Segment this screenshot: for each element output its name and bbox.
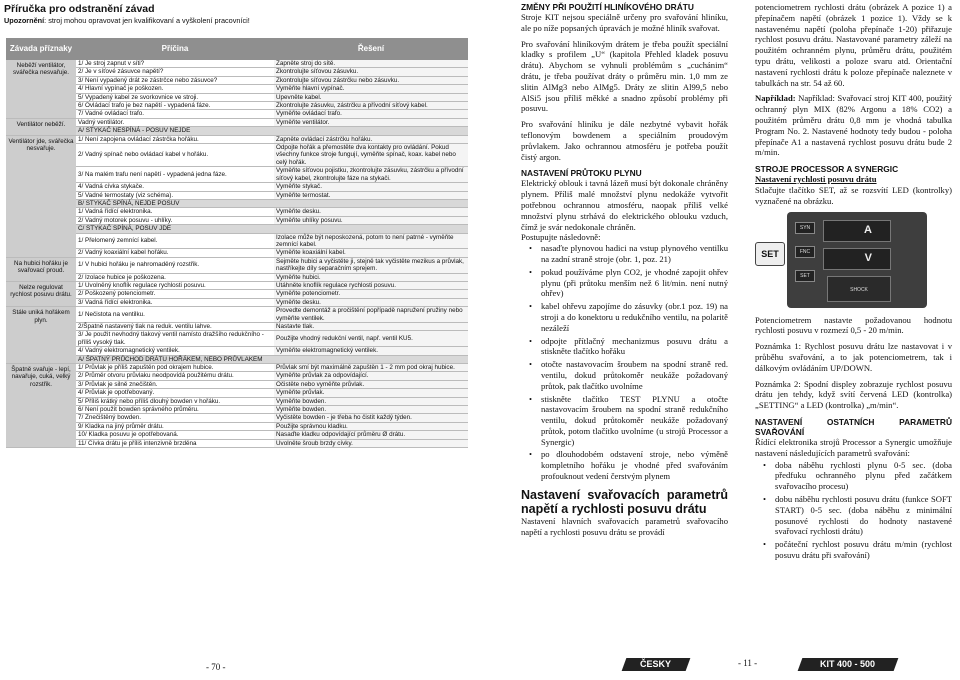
cause-cell: 1/ Uvolněný knoflík regulace rychlosti posuvu. (76, 281, 274, 289)
header-symptoms: Závada příznaky (6, 38, 76, 60)
solution-cell: Vyměňte bowden. (274, 406, 468, 414)
symptom-cell: Nelze regulovat rychlost posuvu drátu. (6, 281, 76, 306)
solution-cell: Vyměňte ventilátor. (274, 118, 468, 126)
symptom-cell: Špatně svařuje - lepí, navařuje, cuká, velký rozstřik. (6, 364, 76, 448)
table-row (6, 389, 468, 397)
cause-cell: 2/ Vadný spínač nebo ovládací kabel v hořáku. (76, 144, 274, 167)
cause-cell: 4/ Hlavní vypínač je poškozen. (76, 85, 274, 93)
cause-cell: 3/ Průvlak je silně znečištěn. (76, 380, 274, 388)
list-item: • pokud používáme plyn CO2, je vhodné zapojit ohřev plynu (při průtoku menším než 6 lit/min. není nutný ohřev) (521, 267, 728, 299)
section-heading: B/ STYKAČ SPÍNÁ, NEJDE POSUV (76, 199, 468, 207)
list-item: • odpojte přítlačný mechanizmus posuvu drátu a stiskněte tlačítko hořáku (521, 336, 728, 358)
cause-cell: 6/ Není použit bowden správného průměru. (76, 406, 274, 414)
cause-cell: 3/ Je použit nevhodný tlakový ventil namísto dražšího redukčního - příliš vysoký tlak. (76, 331, 274, 347)
language-badge (622, 658, 691, 671)
solution-cell: Vyměňte ovládací trafo. (274, 110, 468, 118)
cause-cell: 2/ Je v síťové zásuvce napětí? (76, 68, 274, 76)
model-label: KIT 400 - 500 (820, 659, 876, 669)
cause-cell: Vadný ventilátor. (76, 118, 274, 126)
solution-cell: Zkontrolujte síťovou zásuvku. (274, 68, 468, 76)
example-label: Například: (755, 93, 796, 104)
warning-text: : stroj mohou opravovat jen kvalifikovaní a vyškolení pracovníci! (44, 16, 250, 25)
note-2: Poznámka 2: Spodní displey zobrazuje rychlost posuvu drátu jen tehdy, když svítí červená LED (kontrolka) „SETTING“ a LED (kontrolka) „m/min“. (755, 378, 952, 411)
cause-cell: 2/ Izolace hubice je poškozena. (76, 273, 274, 281)
table-row (6, 167, 468, 183)
cause-cell: 7/ Vadné ovládací trafo. (76, 110, 274, 118)
procedure-label: Postupujte následovně: (521, 232, 601, 243)
solution-cell: Zkontrolujte síťovou zástrčku nebo zásuvku. (274, 76, 468, 84)
solution-cell: Vyměňte uhlíky posuvu. (274, 216, 468, 224)
table-row (6, 273, 468, 281)
aluminium-torch-text: Pro svařování hliníku je dále nezbytné vybavit hořák teflonovým bowdenem a speciálním proudovým průvlakem. Jako ochrannou atmosféru je potřeba použít čistý argon. (521, 119, 728, 162)
symptom-cell: Stále uniká hořákem plyn. (6, 307, 76, 364)
control-panel-figure (755, 212, 952, 308)
table-row (6, 397, 468, 405)
solution-cell: Vyměňte termostat. (274, 191, 468, 199)
solution-cell: Vyměňte desku. (274, 208, 468, 216)
example-text (755, 93, 952, 158)
language-label: ČESKY (640, 659, 672, 669)
table-row (6, 298, 468, 306)
table-row (6, 191, 468, 199)
solution-cell: Vyměňte elektromagnetický ventilek. (274, 347, 468, 355)
table-row (6, 60, 468, 68)
solution-cell: Zapněte ovládací zástrčku hořáku. (274, 135, 468, 143)
solution-cell: Vyměňte potenciometr. (274, 290, 468, 298)
table-row (6, 380, 468, 388)
other-params-heading: NASTAVENÍ OSTATNÍCH PARAMETRŮ SVAŘOVÁNÍ (755, 416, 952, 437)
cause-cell: 3/ Na malém trafu není napětí - vypadená jedna fáze. (76, 167, 274, 183)
warning-label: Upozornění (4, 16, 45, 25)
cause-cell: 10/ Kladka posuvu je opotřebovaná. (76, 431, 274, 439)
header-solution: Řešení (274, 38, 468, 60)
model-badge (798, 658, 899, 671)
solution-cell: Nasaďte kladku odpovídající průměru Ø drátu. (274, 431, 468, 439)
section-heading: A/ STYKAČ NESPÍNÁ - POSUV NEJDE (76, 127, 468, 135)
list-item: • počáteční rychlost posuvu drátu m/min (rychlost posuvu drátu při svařování) (755, 539, 952, 561)
list-item: • stiskněte tlačítko TEST PLYNU a otočte nastavovacím šroubem na spodní straně redukčního ventilu, dokud průtokoměr neukáže požadovaný průtok, potom tlačítko uvolníme (u strojů Processor a Synergic) (521, 394, 728, 448)
solution-cell: Vyměňte koaxiální kabel. (274, 249, 468, 257)
cause-cell: 1/ Nečistota na ventilku. (76, 307, 274, 323)
left-page-number: - 70 - (206, 662, 226, 672)
solution-cell: Sejměte hubici a vyčistěte ji, stejně tak vyčistěte mezikus a průvlak, nastříkejte díly separačním sprejem. (274, 257, 468, 273)
cause-cell: 6/ Ovládací trafo je bez napětí - vypadená fáze. (76, 102, 274, 110)
solution-cell: Vyměňte desku. (274, 298, 468, 306)
params-heading: Nastavení svařovacích parametrů napětí a rychlosti posuvu drátu (521, 487, 728, 516)
section-heading: A/ ŠPATNÝ PRŮCHOD DRÁTU HOŘÁKEM, NEBO PRŮVLAKEM (76, 355, 468, 363)
cause-cell: 4/ Průvlak je opotřebovaný. (76, 389, 274, 397)
table-row (6, 364, 468, 372)
table-row (6, 110, 468, 118)
note-1: Poznámka 1: Rychlost posuvu drátu lze nastavovat i v průběhu svařování, a to jak potenciometrem, tak i dálkovým ovládáním UP/DOWN. (755, 341, 952, 373)
solution-cell: Utáhněte knoflík regulace rychlosti posuvu. (274, 281, 468, 289)
lower-display-digit: V (864, 251, 872, 264)
gas-steps-list (521, 243, 728, 482)
cause-cell: 4/ Vadný elektromagnetický ventilek. (76, 347, 274, 355)
table-row (6, 118, 468, 126)
table-row (6, 93, 468, 101)
cause-cell: 1/ V hubici hořáku je nahromaděný rozstřik. (76, 257, 274, 273)
table-row (6, 216, 468, 224)
potentiometer-text: Potenciometrem nastavte požadovanou hodnotu rychlosti posuvu v rozmezí 0,5 - 20 m/min. (755, 314, 952, 336)
solution-cell: Provedte demontáž a pročištění popřípadě napružení pružiny nebo vyměňte ventilek. (274, 307, 468, 323)
gas-flow-heading: NASTAVENÍ PRŮTOKU PLYNU (521, 168, 642, 179)
processor-subheading: Nastavení rychlosti posuvu drátu (755, 174, 877, 185)
other-params-text: Řídící elektronika strojů Processor a Synergic umožňuje nastavení následujících parametrů svařování: (755, 436, 952, 458)
list-item: • nasaďte plynovou hadici na vstup plynového ventilku na zadní straně stroje (obr. 1, poz. 21) (521, 243, 728, 265)
solution-cell: Očistěte nebo vyměňte průvlak. (274, 380, 468, 388)
cause-cell: 1/ Je stroj zapnut v síti? (76, 60, 274, 68)
section-row (6, 225, 468, 233)
set-instruction: Stlačujte tlačítko SET, až se rozsvítí LED (kontrolky) vyznačené na obrázku. (755, 184, 952, 206)
aluminium-intro: Stroje KIT nejsou speciálně určeny pro svařování hliníku, ale po níže popsaných úpravách je možné hliník svařovat. (521, 12, 728, 33)
cause-cell: 5/ Příliš krátký nebo příliš dlouhý bowden v hořáku. (76, 397, 274, 405)
table-row (6, 68, 468, 76)
aluminium-heading: ZMĚNY PŘI POUŽITÍ HLINÍKOVÉHO DRÁTU (521, 2, 694, 12)
table-row (6, 422, 468, 430)
symptom-cell: Neběží ventilátor, svářečka nesvařuje. (6, 60, 76, 118)
table-row (6, 233, 468, 249)
solution-cell: Vyměňte síťovou pojistku, zkontrolujte zásuvku, zástrčku a přívodní síťový kabel, zkontrolujte fáze na stykači. (274, 167, 468, 183)
table-row (6, 406, 468, 414)
cause-cell: 2/ Poškozený potenciometr. (76, 290, 274, 298)
list-item: • doba náběhu rychlosti plynu 0-5 sec. (doba předfuku ochranného plynu před začátkem svařovacího procesu) (755, 460, 952, 492)
cause-cell: 9/ Kladka na jiný průměr drátu. (76, 422, 274, 430)
solution-cell: Izolace může být neposkozená, potom to není patrné - vyměňte zemnící kabel. (274, 233, 468, 249)
list-item: • kabel ohřevu zapojíme do zásuvky (obr.1 poz. 19) na stroji a do konektoru u redukčního ventilu, na polaritě nezáleží (521, 301, 728, 333)
list-item: • dobu náběhu rychlosti posuvu drátu (funkce SOFT START) 0-5 sec. (doba náběhu z minimální posunové rychlosti do hodnoty nastavené svařovací rychlosti drátu) (755, 494, 952, 537)
table-row (6, 439, 468, 447)
table-header-row (6, 38, 468, 60)
cause-cell: 2/ Průměr otvoru průvlaku neodpovídá použitému drátu. (76, 372, 274, 380)
symptom-cell: Ventilátor jde, svářečka nesvařuje. (6, 135, 76, 257)
other-params-list (755, 460, 952, 561)
cause-cell: 1/ Není zapojena ovládací zástrčka hořáku. (76, 135, 274, 143)
solution-cell: Vyměňte hubici. (274, 273, 468, 281)
solution-cell: Vyměňte bowden. (274, 397, 468, 405)
middle-column (521, 2, 728, 542)
gas-flow-text: Elektrický oblouk i tavná lázeň musí být dokonale chráněny plynem. Příliš malé množství plynu nedokáže vytvořit potřebnou ochrannou atmosféru, naopak příliš velké množství plynu strhává do elektrického oblouku vzduch, čímž je svár nedokonale chráněn. (521, 178, 728, 232)
solution-cell: Nastavte tlak. (274, 323, 468, 331)
solution-cell: Vyčistěte bowden - je třeba ho čistit každý týden. (274, 414, 468, 422)
table-row (6, 281, 468, 289)
table-row (6, 249, 468, 257)
table-row (6, 290, 468, 298)
table-row (6, 144, 468, 167)
table-row (6, 102, 468, 110)
cause-cell: 2/Špatně nastavený tlak na reduk. ventilu lahve. (76, 323, 274, 331)
table-row (6, 85, 468, 93)
table-row (6, 76, 468, 84)
cause-cell: 11/ Cívka drátu je příliš intenzivně brzděna (76, 439, 274, 447)
fnc-button: FNC (795, 246, 815, 258)
right-page-number: - 11 - (738, 658, 758, 668)
solution-cell: Zkontrolujte zásuvku, zástrčku a přívodní síťový kabel. (274, 102, 468, 110)
table-row (6, 414, 468, 422)
solution-cell: Vyměňte hlavní vypínač. (274, 85, 468, 93)
section-heading: C/ STYKAČ SPÍNÁ, POSUV JDE (76, 225, 468, 233)
solution-cell: Uvolněte šroub brzdy cívky. (274, 439, 468, 447)
table-row (6, 135, 468, 143)
section-row (6, 199, 468, 207)
solution-cell: Upevněte kabel. (274, 93, 468, 101)
example-body: Například: Svařovací stroj KIT 400, použitý ochranný plyn MIX (82% Argonu a 18% CO2) a použitém průměru drátu 0,8 mm je vhodná tabulka Program No. 2. Nastavené hodnoty tedy budou - poloha přepínače A1 a nastavená rychlost posuvu drátu bude 2 m/min. (755, 93, 952, 158)
cause-cell: 3/ Vadná řídící elektronika. (76, 298, 274, 306)
upper-display-digit: A (864, 223, 872, 236)
cause-cell: 2/ Vadný motorek posuvu - uhlíky. (76, 216, 274, 224)
section-row (6, 127, 468, 135)
page-footer (474, 658, 960, 672)
syn-button: SYN (795, 222, 815, 234)
set-key-label: SET (755, 242, 785, 266)
set-button: SET (795, 270, 815, 282)
lower-display (823, 248, 891, 270)
troubleshooting-table (6, 38, 468, 448)
solution-cell: Vyměňte stykač. (274, 183, 468, 191)
solution-cell: Průvlak smí být maximálně zapuštěn 1 - 2 mm pod okraj hubice. (274, 364, 468, 372)
cause-cell: 2/ Vadný koaxiální kabel hořáku. (76, 249, 274, 257)
aluminium-rollers-text: Pro svařování hliníkovým drátem je třeba použít speciální kladky s profilem „U“ (kapitola Přehled kladek posuvu drátu). Abychom se vyhnuli problémům s „cuchánim“ drátu, je třeba používat dráty o průměru min. 1,0 mm ze slitin AlMg3 nebo AlMg5. Dráty ze slitin Al99,5 nebo AlSi5 jsou příliš měkké a snadno způsobí problémy při posuvu. (521, 38, 728, 114)
table-row (6, 347, 468, 355)
list-item: • otočte nastavovacím šroubem na spodní straně red. ventilu, dokud průtokoměr neukáže požadovaný průtok, pak tlačítko uvolníme (521, 359, 728, 391)
warning-line (4, 16, 250, 25)
solution-cell: Použijte vhodný redukční ventil, např. ventil KU5. (274, 331, 468, 347)
solution-cell: Odpojte hořák a přemostěte dva kontakty pro ovládání. Pokud všechny funkce stroje fungují, vyměňte spínač, koax. kabel nebo celý hořák. (274, 144, 468, 167)
solution-cell: Použijte správnou kladku. (274, 422, 468, 430)
control-panel (787, 212, 927, 308)
table-row (6, 323, 468, 331)
table-row (6, 208, 468, 216)
section-row (6, 355, 468, 363)
cause-cell: 1/ Průvlak je příliš zapuštěn pod okrajem hubice. (76, 364, 274, 372)
table-row (6, 183, 468, 191)
upper-display (823, 220, 891, 242)
solution-cell: Vyměňte průvlak. (274, 389, 468, 397)
cause-cell: 5/ Vadné termostaty (viz schéma). (76, 191, 274, 199)
processor-heading: STROJE PROCESSOR A SYNERGIC (755, 164, 899, 175)
table-row (6, 331, 468, 347)
solution-cell: Vyměňte průvlak za odpovídající. (274, 372, 468, 380)
table-body (6, 60, 468, 448)
right-column (755, 2, 952, 565)
symptom-cell: Ventilátor neběží. (6, 118, 76, 135)
troubleshooting-page (0, 0, 474, 680)
cause-cell: 5/ Vypadený kabel ze svorkovnice ve stroji. (76, 93, 274, 101)
cause-cell: 1/ Přelomený zemnící kabel. (76, 233, 274, 249)
list-item: • po dlouhodobém odstavení stroje, nebo výměně kompletního hořáku je vhodné před svařováním profouknout vedení čerstvým plynem (521, 449, 728, 481)
table-row (6, 372, 468, 380)
solution-cell: Zapněte stroj do sítě. (274, 60, 468, 68)
table-row (6, 257, 468, 273)
page-title: Příručka pro odstranění závad (4, 3, 155, 15)
cause-cell: 1/ Vadná řídící elektronika. (76, 208, 274, 216)
selector-knob: SHOCK (827, 276, 891, 302)
table-row (6, 307, 468, 323)
symptom-cell: Na hubici hořáku je svařovací proud. (6, 257, 76, 281)
cause-cell: 3/ Není vypadený drát ze zástrčce nebo zásuvce? (76, 76, 274, 84)
header-cause: Příčina (76, 38, 274, 60)
params-text: Nastavení hlavních svařovacích parametrů svařovacího napětí a rychlosti posuvu drátu se provádí (521, 515, 728, 537)
cause-cell: 7/ Znečištěný bowden. (76, 414, 274, 422)
speed-setting-text: potenciometrem rychlosti drátu (obrázek A pozice 1) a přepínačem napětí (obrázek 1 pozice 1). Vždy se k nastavenému napětí (poloha přepínače 1-20) přiřazuje rychlost posuvu drátu. Nastavované parametry záleží na použitém ochranném plynu, průměru drátu, použitém typu drátu, velikosti a poloze svaru atd. Orientační nastavení rychlosti drátu k poloze přepínače naleznete v tabulkách na str. 54 až 60. (755, 2, 952, 88)
cause-cell: 4/ Vadná cívka stykače. (76, 183, 274, 191)
table-row (6, 431, 468, 439)
